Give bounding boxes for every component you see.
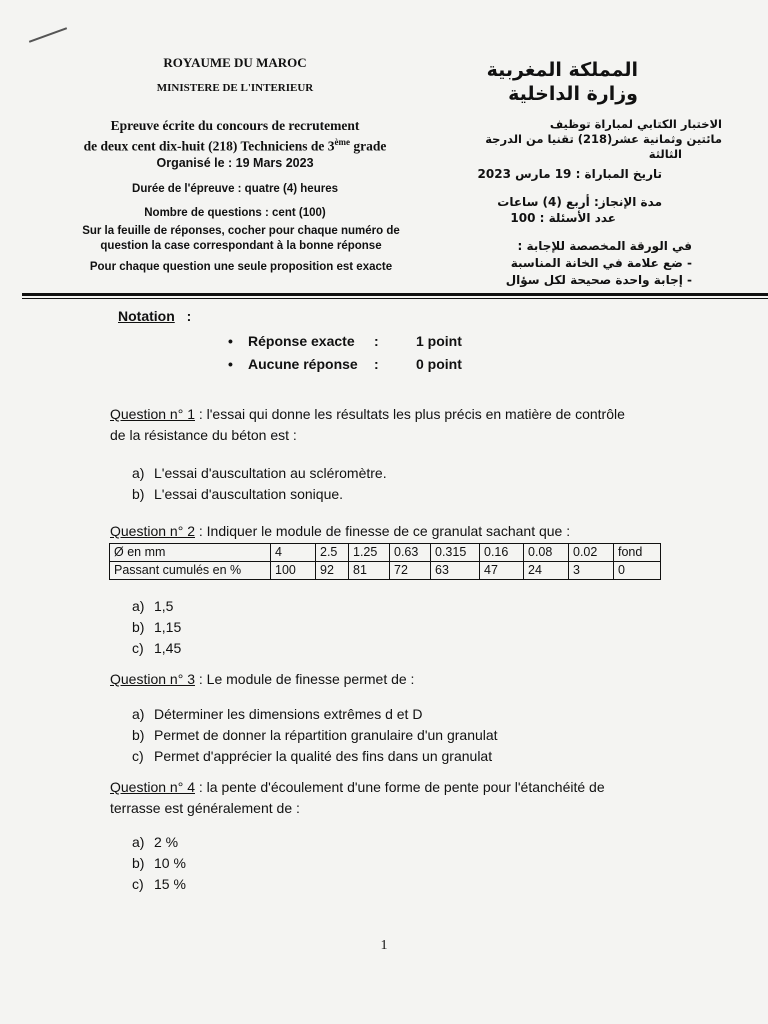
table-cell: 0.02 (569, 544, 614, 562)
exam-date-fr: Organisé le : 19 Mars 2023 (156, 155, 314, 170)
exam-date-ar: تاريخ المباراة : 19 مارس 2023 (477, 167, 662, 181)
question-number: Question n° 3 (110, 671, 195, 687)
table-cell: 3 (569, 562, 614, 580)
option: a) L'essai d'auscultation au scléromètre. (132, 465, 387, 481)
option: c) 1,45 (132, 640, 182, 656)
option: a) 1,5 (132, 598, 174, 614)
table-cell: 1.25 (349, 544, 390, 562)
table-cell: 0 (614, 562, 661, 580)
granulometry-table (109, 543, 661, 580)
table-cell: 0.63 (390, 544, 431, 562)
table-row (110, 562, 661, 580)
option: c) 15 % (132, 876, 186, 892)
pen-mark (29, 27, 67, 43)
page-number: 1 (380, 938, 388, 953)
table-cell: fond (614, 544, 661, 562)
kingdom-ar: المملكة المغربية (486, 59, 638, 81)
notation-item: • Aucune réponse : 0 point (228, 356, 462, 372)
table-cell: 92 (316, 562, 349, 580)
option: c) Permet d'apprécier la qualité des fins dans un granulat (132, 748, 493, 764)
option: b) Permet de donner la répartition granulaire d'un granulat (132, 727, 498, 743)
exam-title-ar: الاختبار الكتابي لمباراة توظيف مائتين وثمانية عشر(218) تقنيا من الدرجة الثالثة (485, 117, 722, 161)
option: b) 10 % (132, 855, 186, 871)
table-cell: 63 (431, 562, 480, 580)
question-2-options (132, 596, 181, 659)
notation-heading: Notation : (118, 308, 192, 324)
table-cell: 0.08 (524, 544, 569, 562)
table-cell: 0.16 (480, 544, 524, 562)
duration-fr: Durée de l'épreuve : quatre (4) heures (132, 182, 338, 195)
instructions-ar: في الورقة المخصصة للإجابة : - ضع علامة في الخانة المناسبة - إجابة واحدة صحيحة لكل سؤال (505, 239, 692, 287)
table-cell: 100 (271, 562, 316, 580)
question-number: Question n° 1 (110, 406, 195, 422)
question-1: Question n° 1 : l'essai qui donne les résultats les plus précis en matière de contrôle de la résistance du béton est : (110, 406, 625, 443)
question-1-options (132, 463, 387, 505)
option: b) L'essai d'auscultation sonique. (132, 486, 344, 502)
table-cell: 47 (480, 562, 524, 580)
questions-count-fr: Nombre de questions : cent (100) (144, 206, 326, 219)
question-4: Question n° 4 : la pente d'écoulement d'une forme de pente pour l'étanchéité de terrasse est généralement de : (110, 779, 605, 816)
header-divider-thin (22, 298, 768, 299)
table-cell: 4 (271, 544, 316, 562)
table-cell: Ø en mm (110, 544, 271, 562)
table-cell: 2.5 (316, 544, 349, 562)
notation-item: • Réponse exacte : 1 point (228, 333, 462, 349)
table-cell: 72 (390, 562, 431, 580)
question-2: Question n° 2 : Indiquer le module de finesse de ce granulat sachant que : (110, 523, 571, 539)
table-cell: 81 (349, 562, 390, 580)
duration-ar: مدة الإنجاز: أربع (4) ساعات (497, 195, 662, 209)
duration-block-ar (430, 194, 662, 226)
option: a) Déterminer les dimensions extrêmes d et D (132, 706, 423, 722)
header-left (60, 54, 410, 222)
header-divider-thick (22, 293, 768, 296)
exam-title-line1: Epreuve écrite du concours de recrutement (110, 118, 360, 133)
table-cell: 0.315 (431, 544, 480, 562)
ministry-fr: MINISTERE DE L'INTERIEUR (156, 82, 314, 94)
table-row (110, 544, 661, 562)
notation-list (228, 330, 462, 376)
header-right-titles (430, 58, 638, 106)
instructions-fr: Sur la feuille de réponses, cocher pour chaque numéro de question la case correspondant à la bonne réponse Pour chaque question une seule proposition est exacte (82, 225, 400, 273)
table-cell: 24 (524, 562, 569, 580)
question-4-options (132, 832, 186, 895)
ministry-ar: وزارة الداخلية (508, 83, 638, 105)
question-3-options (132, 704, 498, 767)
question-number: Question n° 2 (110, 523, 195, 539)
option: b) 1,15 (132, 619, 182, 635)
question-3: Question n° 3 : Le module de finesse permet de : (110, 671, 415, 687)
question-number: Question n° 4 (110, 779, 195, 795)
kingdom-fr: ROYAUME DU MAROC (163, 55, 307, 70)
table-cell: Passant cumulés en % (110, 562, 271, 580)
option: a) 2 % (132, 834, 179, 850)
exam-title-line2: de deux cent dix-huit (218) Techniciens de 3ème grade (83, 137, 387, 154)
questions-count-ar: عدد الأسئلة : 100 (510, 211, 616, 225)
